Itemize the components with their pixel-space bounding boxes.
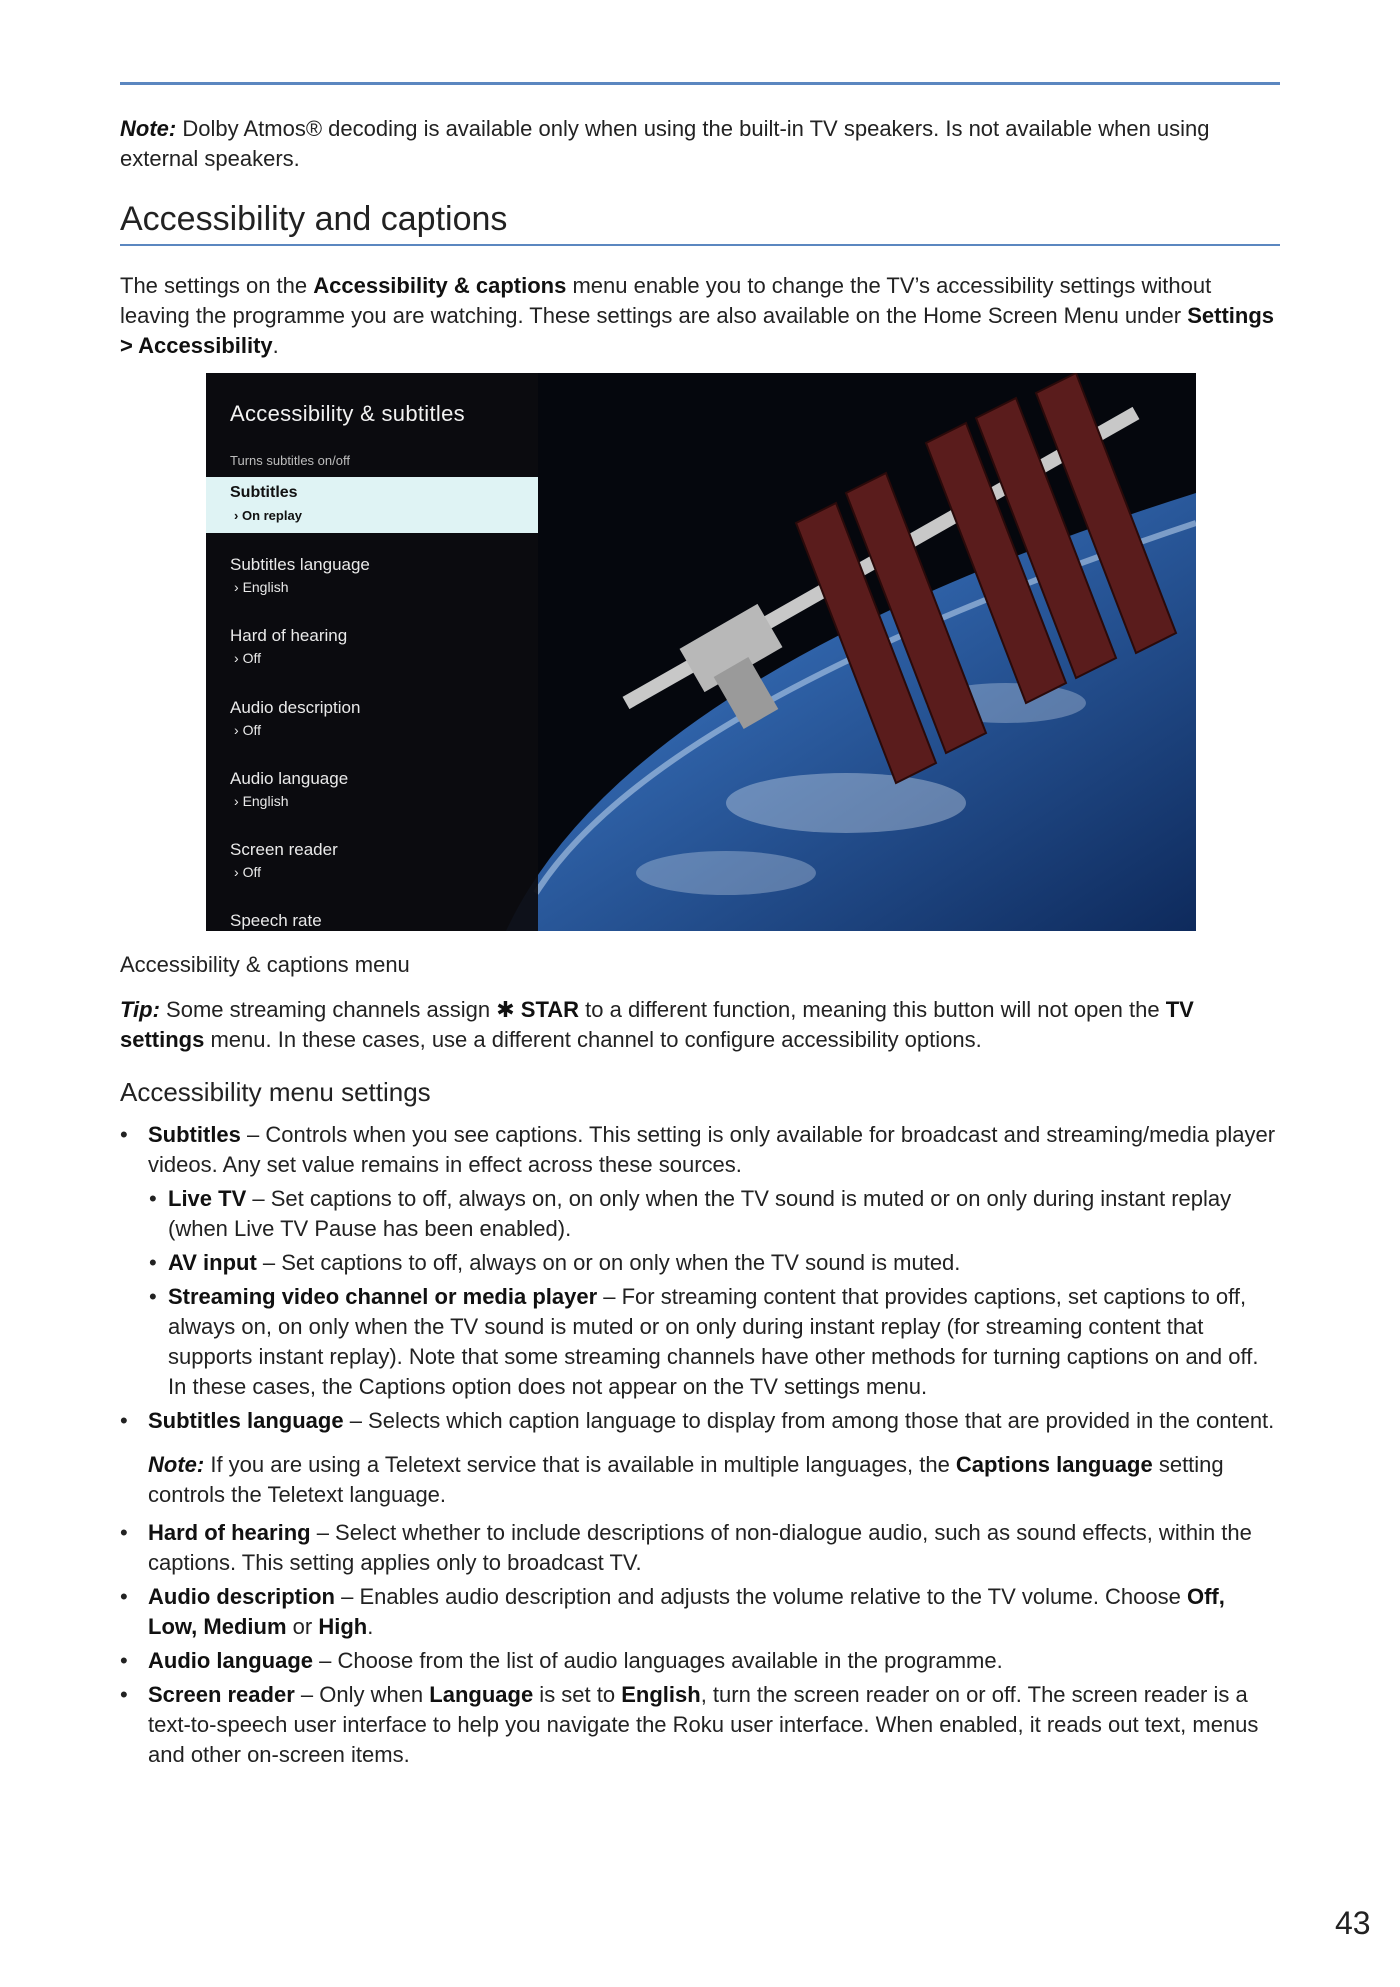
menu-item-subtitles-language[interactable] bbox=[206, 548, 538, 604]
menu-item-value: › On replay bbox=[234, 508, 302, 523]
menu-item-value: › English bbox=[234, 579, 288, 595]
menu-item-speech-rate[interactable] bbox=[206, 904, 538, 931]
menu-title: Accessibility & subtitles bbox=[230, 401, 465, 426]
list-item-subtitles: • Subtitles – Controls when you see captions. This setting is only available for broadcast and streaming/media player videos. Any set value remains in effect across these sources. bbox=[120, 1120, 1280, 1180]
settings-path-bold: Settings > Accessibility bbox=[120, 303, 1275, 358]
menu-item-subtitles[interactable] bbox=[206, 477, 538, 533]
tip-label: Tip: bbox=[120, 997, 160, 1022]
section-divider bbox=[120, 244, 1280, 246]
menu-item-label: Subtitles bbox=[230, 484, 298, 501]
page-number: 43 bbox=[1335, 1905, 1371, 1941]
list-item-screen-reader: • Screen reader – Only when Language is set to English, turn the screen reader on or off. The screen reader is a text-to-speech user interface to help you navigate the Roku user interface. When enabled, it reads out text, menus and other on-screen items. bbox=[120, 1680, 1280, 1770]
tv-screenshot bbox=[206, 373, 1196, 931]
menu-hint: Turns subtitles on/off bbox=[230, 453, 350, 468]
subsection-title: Accessibility menu settings bbox=[120, 1077, 431, 1107]
tip-paragraph: Tip: Some streaming channels assign ✱ STAR to a different function, meaning this button will not open the TV settings menu. In these cases, use a different channel to configure accessibility options. bbox=[120, 997, 1194, 1052]
intro-paragraph: The settings on the Accessibility & captions menu enable you to change the TV’s accessibility settings without leaving the programme you are watching. These settings are also available on the Home Screen Menu under Settings > Accessibility. bbox=[120, 273, 1275, 358]
section-title: Accessibility and captions bbox=[120, 200, 508, 238]
list-item-subtitles-language: • Subtitles language – Selects which caption language to display from among those that are provided in the content. bbox=[120, 1406, 1280, 1436]
teletext-note: Note: If you are using a Teletext service that is available in multiple languages, the Captions language setting controls the Teletext language. bbox=[148, 1452, 1224, 1507]
menu-item-value: › English bbox=[234, 793, 288, 809]
menu-item-label: Audio description bbox=[230, 698, 361, 717]
menu-item-hard-of-hearing[interactable] bbox=[206, 619, 538, 675]
note-label: Note: bbox=[120, 116, 177, 141]
menu-item-value: › Off bbox=[234, 864, 261, 880]
list-item-audio-language: • Audio language – Choose from the list of audio languages available in the programme. bbox=[120, 1646, 1280, 1676]
menu-item-screen-reader[interactable] bbox=[206, 833, 538, 889]
figure-caption: Accessibility & captions menu bbox=[120, 952, 410, 977]
star-button-name: ✱ STAR bbox=[496, 997, 580, 1022]
menu-item-value: › Off bbox=[234, 650, 261, 666]
accessibility-menu-panel bbox=[206, 373, 538, 931]
sub-item-live-tv: • Live TV – Set captions to off, always on, on only when the TV sound is muted or on only during instant replay (when Live TV Pause has been enabled). bbox=[120, 1184, 1280, 1244]
dolby-note bbox=[120, 114, 1280, 174]
settings-list bbox=[120, 1120, 1280, 1774]
menu-item-label: Subtitles language bbox=[230, 555, 370, 574]
top-divider bbox=[120, 82, 1280, 85]
menu-name-bold: Accessibility & captions bbox=[313, 273, 567, 298]
menu-item-label: Hard of hearing bbox=[230, 626, 348, 645]
menu-item-audio-description[interactable] bbox=[206, 691, 538, 747]
list-item-audio-description: • Audio description – Enables audio description and adjusts the volume relative to the TV volume. Choose Off, Low, Medium or High. bbox=[120, 1582, 1280, 1642]
sub-item-av-input: • AV input – Set captions to off, always on or on only when the TV sound is muted. bbox=[120, 1248, 1280, 1278]
menu-item-label: Speech rate bbox=[230, 911, 322, 930]
menu-item-label: Screen reader bbox=[230, 840, 338, 859]
menu-item-label: Audio language bbox=[230, 769, 349, 788]
menu-item-value: › Off bbox=[234, 722, 261, 738]
sub-item-streaming: • Streaming video channel or media player – For streaming content that provides captions, set captions to off, always on, on only when the TV sound is muted or on only during instant replay (for streaming content that supports instant replay). Note that some streaming channels have other methods for turning captions on and off. In these cases, the Captions option does not appear on the TV settings menu. bbox=[120, 1282, 1280, 1402]
note-text: Dolby Atmos® decoding is available only when using the built-in TV speakers. Is not available when using external speakers. bbox=[120, 116, 1210, 171]
menu-item-audio-language[interactable] bbox=[206, 762, 538, 818]
list-item-hard-of-hearing: • Hard of hearing – Select whether to include descriptions of non-dialogue audio, such as sound effects, within the captions. This setting applies only to broadcast TV. bbox=[120, 1518, 1280, 1578]
